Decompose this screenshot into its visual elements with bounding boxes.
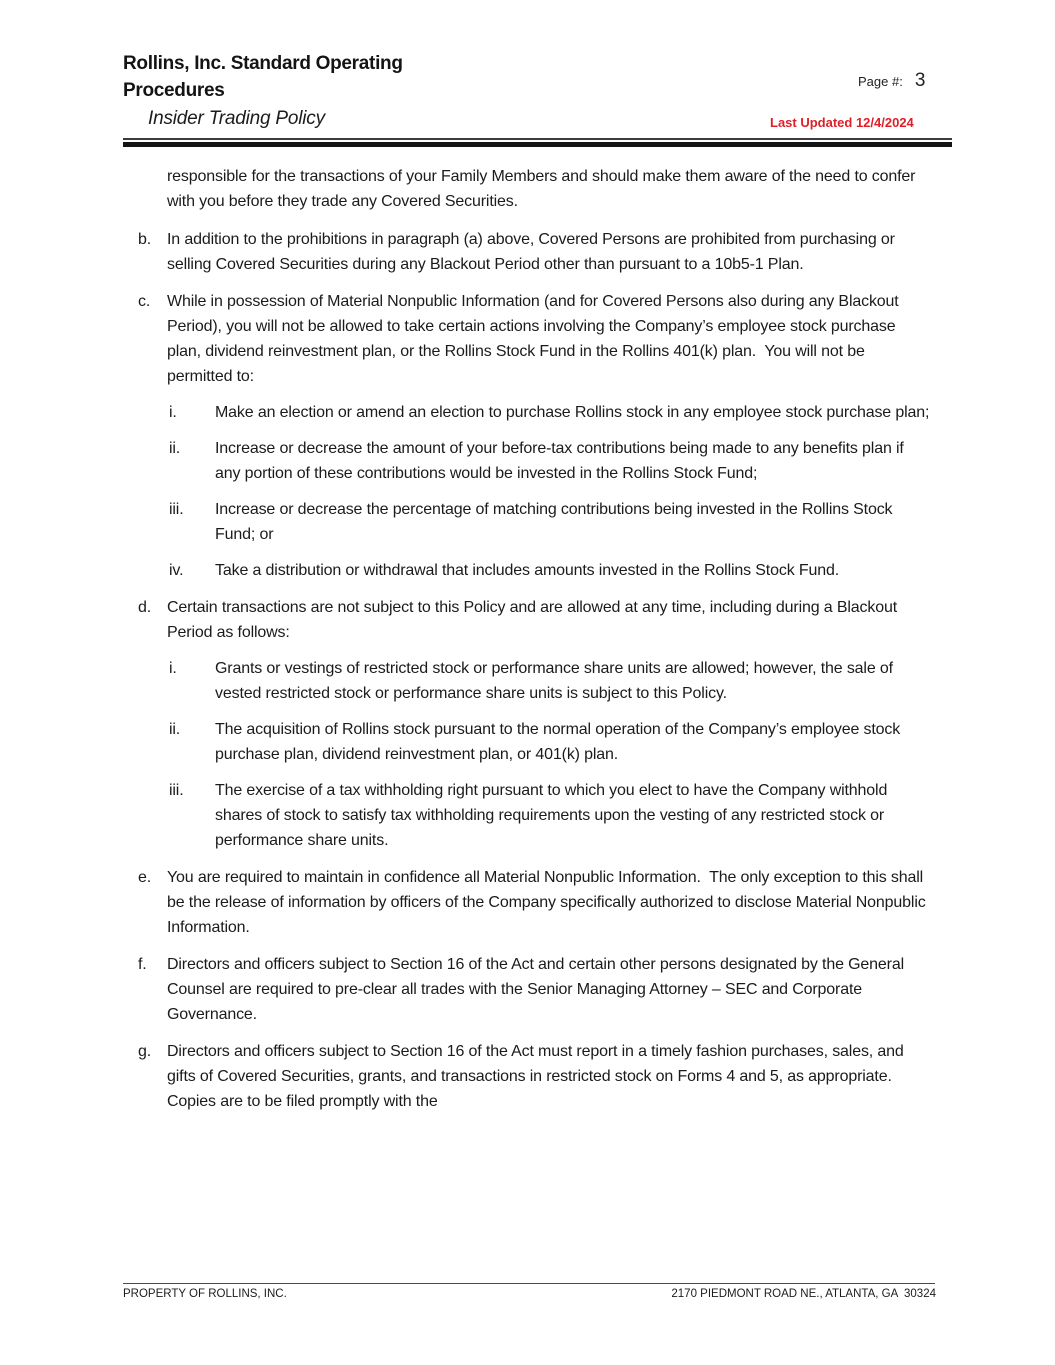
document-body — [0, 164, 1055, 1126]
intro-paragraph: responsible for the transactions of your Family Members and should make them aware of the need to confer with you before they trade any Covered Securities. — [167, 168, 920, 210]
list-item-text: Directors and officers subject to Section 16 of the Act must report in a timely fashion purchases, sales, and gifts of Covered Securities, grants, and transactions in restricted stock on Forms 4 and 5, as appropriate. Copies are to be filed promptly with the — [167, 1043, 908, 1110]
list-item-text: Directors and officers subject to Section 16 of the Act and certain other persons designated by the General Counsel are required to pre-clear all trades with the Senior Managing Attorney – SEC and Corporate Governance. — [167, 956, 909, 1023]
list-item-marker: b. — [138, 231, 152, 248]
sublist-item-text: Grants or vestings of restricted stock or performance share units are allowed; however, the sale of vested restricted stock or performance share units is subject to this Policy. — [215, 660, 898, 702]
sublist-item-text: The acquisition of Rollins stock pursuant to the normal operation of the Company’s employee stock purchase plan, dividend reinvestment plan, or 401(k) plan. — [215, 721, 905, 763]
footer-rule — [123, 1283, 935, 1284]
sublist-item — [167, 656, 930, 706]
list-item-body — [167, 289, 930, 583]
footer-property-text: PROPERTY OF ROLLINS, INC. — [123, 1288, 287, 1300]
list-item-marker: e. — [138, 869, 152, 886]
doc-title-line1: Rollins, Inc. Standard Operating — [123, 53, 403, 74]
page-number — [858, 70, 925, 92]
list-item-body — [167, 865, 930, 940]
list-item-text: In addition to the prohibitions in paragraph (a) above, Covered Persons are prohibited from purchasing or selling Covered Securities during any Blackout Period other than pursuant to a 10b5-1 Plan. — [167, 231, 900, 273]
policy-list — [138, 227, 930, 1114]
sublist-item-text: Make an election or amend an election to purchase Rollins stock in any employee stock purchase plan; — [215, 404, 930, 421]
list-item — [138, 227, 930, 277]
sublist — [167, 656, 930, 853]
list-item — [138, 952, 930, 1027]
doc-title — [123, 50, 543, 104]
header-rule-thick-line — [123, 142, 952, 147]
sublist-item — [167, 717, 930, 767]
list-item-body — [167, 952, 930, 1027]
sublist-item — [167, 436, 930, 486]
doc-title-line2: Procedures — [123, 80, 225, 101]
sublist-item-text: Increase or decrease the percentage of matching contributions being invested in the Rollins Stock Fund; or — [215, 501, 897, 543]
sublist-item-marker: iii. — [169, 501, 184, 518]
list-item-body — [167, 595, 930, 853]
sublist-item-marker: ii. — [169, 440, 181, 457]
doc-subtitle: Insider Trading Policy — [148, 108, 325, 129]
page-number-label: Page #: — [858, 74, 903, 89]
sublist-item-text: The exercise of a tax withholding right pursuant to which you elect to have the Company withhold shares of stock to satisfy tax withholding requirements upon the vesting of any restricted stock or performance share units. — [215, 782, 892, 849]
sublist — [167, 400, 930, 583]
list-item-body — [167, 1039, 930, 1114]
list-item — [138, 865, 930, 940]
list-item-body — [167, 227, 930, 277]
footer-address-text: 2170 PIEDMONT ROAD NE., ATLANTA, GA 30324 — [671, 1288, 936, 1300]
sublist-item-marker: iii. — [169, 782, 184, 799]
sublist-item-marker: iv. — [169, 562, 184, 579]
list-item-marker: g. — [138, 1043, 152, 1060]
list-item — [138, 595, 930, 853]
list-item-marker: f. — [138, 956, 147, 973]
sublist-item — [167, 558, 930, 583]
list-item-text: You are required to maintain in confidence all Material Nonpublic Information. The only exception to this shall be the release of information by officers of the Company specifically authorized to disclose Material Nonpublic Information. — [167, 869, 930, 936]
sublist-item — [167, 400, 930, 425]
sublist-item — [167, 497, 930, 547]
sublist-item-marker: i. — [169, 660, 177, 677]
page-number-value: 3 — [914, 70, 926, 91]
list-item-marker: c. — [138, 293, 151, 310]
list-item — [138, 289, 930, 583]
list-item — [138, 1039, 930, 1114]
list-item-text: While in possession of Material Nonpublic Information (and for Covered Persons also during any Blackout Period), you will not be allowed to take certain actions involving the Company’s employee stock purchase plan, dividend reinvestment plan, or the Rollins Stock Fund in the Rollins 401(k) plan. You will not be permitted to: — [167, 293, 903, 385]
sublist-item-text: Increase or decrease the amount of your before-tax contributions being made to any benefits plan if any portion of these contributions would be invested in the Rollins Stock Fund; — [215, 440, 908, 482]
sublist-item-text: Take a distribution or withdrawal that includes amounts invested in the Rollins Stock Fund. — [215, 562, 840, 579]
header-rule — [123, 138, 952, 147]
sublist-item — [167, 778, 930, 853]
list-item-text: Certain transactions are not subject to this Policy and are allowed at any time, including during a Blackout Period as follows: — [167, 599, 902, 641]
list-item-marker: d. — [138, 599, 152, 616]
sublist-item-marker: i. — [169, 404, 177, 421]
sublist-item-marker: ii. — [169, 721, 181, 738]
last-updated: Last Updated 12/4/2024 — [770, 115, 914, 130]
